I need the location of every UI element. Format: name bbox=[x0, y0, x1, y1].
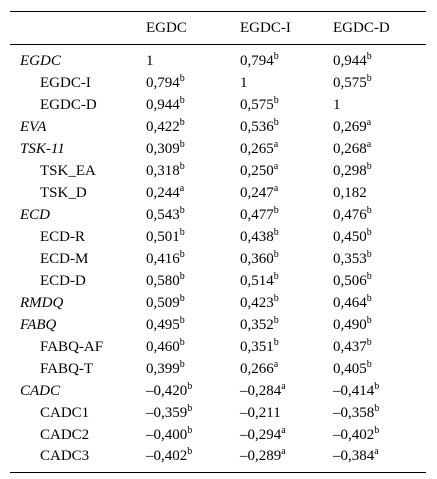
table-cell bbox=[240, 314, 333, 336]
cell-value: 0,266 bbox=[240, 360, 274, 377]
table-cell bbox=[333, 380, 426, 402]
significance-marker: b bbox=[273, 248, 279, 260]
row-label: EGDC-D bbox=[40, 96, 97, 113]
header-cell-egdc: EGDC bbox=[146, 19, 187, 36]
header-row bbox=[10, 12, 426, 45]
significance-marker: b bbox=[187, 402, 193, 414]
cell-value: –0,211 bbox=[240, 404, 281, 421]
table-row bbox=[10, 446, 426, 473]
significance-marker: b bbox=[374, 424, 380, 436]
table-cell bbox=[146, 314, 240, 336]
significance-marker: b bbox=[179, 336, 185, 348]
row-label: EVA bbox=[20, 118, 47, 135]
table-row bbox=[10, 314, 426, 336]
table-cell bbox=[240, 446, 333, 473]
significance-marker: b bbox=[366, 314, 372, 326]
correlation-table-container bbox=[10, 11, 426, 473]
cell-value: 0,501 bbox=[146, 228, 180, 245]
row-label: TSK_D bbox=[40, 184, 87, 201]
cell-value: –0,420 bbox=[146, 382, 188, 399]
cell-value: –0,414 bbox=[333, 382, 375, 399]
table-cell bbox=[240, 138, 333, 160]
cell-value: 0,580 bbox=[146, 272, 180, 289]
table-cell bbox=[146, 226, 240, 248]
cell-value: 0,490 bbox=[333, 316, 367, 333]
table-cell bbox=[146, 424, 240, 446]
cell-value: 0,438 bbox=[240, 228, 274, 245]
table-cell bbox=[240, 424, 333, 446]
table-row bbox=[10, 248, 426, 270]
table-cell bbox=[333, 138, 426, 160]
cell-value: 0,476 bbox=[333, 206, 367, 223]
header-cell-egdc-d: EGDC-D bbox=[333, 19, 390, 36]
significance-marker: a bbox=[281, 446, 286, 457]
table-cell bbox=[333, 358, 426, 380]
table-cell bbox=[333, 424, 426, 446]
table-cell bbox=[146, 182, 240, 204]
cell-value: 0,298 bbox=[333, 162, 367, 179]
cell-value: –0,402 bbox=[333, 426, 375, 443]
significance-marker: a bbox=[374, 446, 379, 457]
significance-marker: b bbox=[273, 270, 279, 282]
significance-marker: a bbox=[273, 358, 279, 370]
significance-marker: b bbox=[366, 204, 372, 216]
cell-value: 0,794 bbox=[146, 74, 180, 91]
significance-marker: b bbox=[187, 424, 193, 436]
cell-value: 0,450 bbox=[333, 228, 367, 245]
table-cell bbox=[146, 270, 240, 292]
table-cell bbox=[240, 226, 333, 248]
table-cell bbox=[333, 72, 426, 94]
table-cell bbox=[146, 402, 240, 424]
row-label: EGDC-I bbox=[40, 74, 91, 91]
row-label: ECD-M bbox=[40, 250, 89, 267]
significance-marker: a bbox=[281, 380, 286, 392]
table-cell bbox=[333, 402, 426, 424]
significance-marker: a bbox=[273, 138, 279, 150]
row-label: CADC bbox=[20, 382, 61, 399]
significance-marker: b bbox=[273, 336, 279, 348]
cell-value: 0,944 bbox=[146, 96, 180, 113]
significance-marker: b bbox=[366, 358, 372, 370]
table-body bbox=[10, 45, 426, 473]
significance-marker: b bbox=[179, 358, 185, 370]
table-cell bbox=[240, 116, 333, 138]
table-cell bbox=[146, 292, 240, 314]
significance-marker: b bbox=[273, 94, 279, 106]
cell-value: –0,294 bbox=[240, 426, 282, 443]
table-cell bbox=[240, 380, 333, 402]
table-cell bbox=[333, 182, 426, 204]
significance-marker: b bbox=[273, 226, 279, 238]
table-cell bbox=[240, 94, 333, 116]
cell-value: 0,495 bbox=[146, 316, 180, 333]
cell-value: 0,575 bbox=[333, 74, 367, 91]
table-row bbox=[10, 424, 426, 446]
table-cell bbox=[240, 358, 333, 380]
significance-marker: b bbox=[179, 138, 185, 150]
table-row bbox=[10, 292, 426, 314]
significance-marker: b bbox=[273, 51, 279, 62]
significance-marker: b bbox=[273, 116, 279, 128]
table-cell bbox=[333, 270, 426, 292]
significance-marker: b bbox=[179, 292, 185, 304]
cell-value: 0,182 bbox=[333, 184, 367, 201]
table-cell bbox=[240, 270, 333, 292]
table-cell bbox=[240, 248, 333, 270]
row-label: FABQ-T bbox=[40, 360, 94, 377]
significance-marker: a bbox=[281, 424, 286, 436]
row-label: ECD bbox=[20, 206, 50, 223]
table-cell bbox=[240, 160, 333, 182]
table-cell bbox=[333, 116, 426, 138]
cell-value: 0,351 bbox=[240, 338, 274, 355]
significance-marker: b bbox=[366, 51, 372, 62]
header-cell-egdc-i: EGDC-I bbox=[240, 19, 291, 36]
significance-marker: a bbox=[366, 138, 372, 150]
table-row bbox=[10, 380, 426, 402]
significance-marker: a bbox=[179, 182, 185, 194]
significance-marker: b bbox=[273, 204, 279, 216]
table-cell bbox=[240, 204, 333, 226]
cell-value: 0,543 bbox=[146, 206, 180, 223]
table-row bbox=[10, 204, 426, 226]
table-cell bbox=[333, 446, 426, 473]
significance-marker: b bbox=[366, 160, 372, 172]
table-row bbox=[10, 358, 426, 380]
table-row bbox=[10, 336, 426, 358]
cell-value: 0,353 bbox=[333, 250, 367, 267]
table-cell bbox=[333, 248, 426, 270]
significance-marker: b bbox=[179, 160, 185, 172]
significance-marker: b bbox=[179, 72, 185, 84]
table-cell bbox=[146, 380, 240, 402]
significance-marker: b bbox=[187, 446, 193, 457]
significance-marker: b bbox=[273, 292, 279, 304]
table-cell bbox=[333, 336, 426, 358]
row-label: CADC3 bbox=[40, 448, 90, 464]
table-cell bbox=[146, 248, 240, 270]
cell-value: 0,460 bbox=[146, 338, 180, 355]
significance-marker: b bbox=[366, 248, 372, 260]
table-cell bbox=[146, 204, 240, 226]
cell-value: 0,506 bbox=[333, 272, 367, 289]
cell-value: 0,269 bbox=[333, 118, 367, 135]
row-label: CADC1 bbox=[40, 404, 90, 421]
table-cell bbox=[333, 314, 426, 336]
table-cell bbox=[146, 138, 240, 160]
table-cell bbox=[240, 45, 333, 73]
header-cell-empty bbox=[10, 12, 146, 45]
row-label: FABQ bbox=[20, 316, 57, 333]
row-label: ECD-R bbox=[40, 228, 85, 245]
cell-value: 1 bbox=[240, 74, 248, 91]
table-cell bbox=[146, 116, 240, 138]
table-row bbox=[10, 72, 426, 94]
table-cell bbox=[240, 72, 333, 94]
significance-marker: b bbox=[179, 226, 185, 238]
table-row bbox=[10, 138, 426, 160]
cell-value: 0,944 bbox=[333, 53, 367, 69]
table-cell bbox=[333, 160, 426, 182]
cell-value: 0,464 bbox=[333, 294, 367, 311]
row-label: ECD-D bbox=[40, 272, 86, 289]
table-header bbox=[10, 12, 426, 45]
cell-value: 0,399 bbox=[146, 360, 180, 377]
significance-marker: b bbox=[374, 402, 380, 414]
significance-marker: b bbox=[366, 336, 372, 348]
significance-marker: b bbox=[366, 72, 372, 84]
significance-marker: b bbox=[366, 226, 372, 238]
cell-value: 0,416 bbox=[146, 250, 180, 267]
cell-value: 0,265 bbox=[240, 140, 274, 157]
cell-value: 0,514 bbox=[240, 272, 274, 289]
cell-value: 0,244 bbox=[146, 184, 180, 201]
significance-marker: b bbox=[179, 116, 185, 128]
cell-value: –0,289 bbox=[240, 448, 282, 464]
table-row bbox=[10, 182, 426, 204]
cell-value: 0,536 bbox=[240, 118, 274, 135]
cell-value: 1 bbox=[146, 53, 154, 69]
significance-marker: b bbox=[366, 270, 372, 282]
table-row bbox=[10, 402, 426, 424]
cell-value: –0,400 bbox=[146, 426, 188, 443]
row-label: EGDC bbox=[20, 53, 61, 69]
cell-value: 0,250 bbox=[240, 162, 274, 179]
table-cell bbox=[146, 336, 240, 358]
row-label: TSK_EA bbox=[40, 162, 96, 179]
significance-marker: b bbox=[366, 292, 372, 304]
cell-value: –0,284 bbox=[240, 382, 282, 399]
correlation-table bbox=[10, 11, 426, 473]
cell-value: 0,309 bbox=[146, 140, 180, 157]
row-label: RMDQ bbox=[20, 294, 64, 311]
table-cell bbox=[240, 402, 333, 424]
table-cell bbox=[146, 72, 240, 94]
table-row bbox=[10, 94, 426, 116]
significance-marker: b bbox=[374, 380, 380, 392]
cell-value: 0,405 bbox=[333, 360, 367, 377]
table-cell bbox=[146, 94, 240, 116]
cell-value: –0,358 bbox=[333, 404, 375, 421]
significance-marker: b bbox=[187, 380, 193, 392]
cell-value: 0,423 bbox=[240, 294, 274, 311]
significance-marker: b bbox=[179, 314, 185, 326]
table-cell bbox=[333, 94, 426, 116]
significance-marker: b bbox=[273, 314, 279, 326]
table-row bbox=[10, 160, 426, 182]
cell-value: –0,402 bbox=[146, 448, 188, 464]
significance-marker: b bbox=[179, 270, 185, 282]
row-label: FABQ-AF bbox=[40, 338, 104, 355]
table-cell bbox=[333, 292, 426, 314]
significance-marker: b bbox=[179, 204, 185, 216]
table-cell bbox=[333, 45, 426, 73]
cell-value: –0,359 bbox=[146, 404, 188, 421]
table-cell bbox=[240, 292, 333, 314]
table-cell bbox=[146, 160, 240, 182]
cell-value: 0,437 bbox=[333, 338, 367, 355]
table-row bbox=[10, 226, 426, 248]
significance-marker: a bbox=[273, 160, 279, 172]
table-cell bbox=[146, 45, 240, 73]
table-cell bbox=[146, 358, 240, 380]
row-label: TSK-11 bbox=[20, 140, 65, 157]
cell-value: 0,477 bbox=[240, 206, 274, 223]
significance-marker: a bbox=[366, 116, 372, 128]
cell-value: 0,575 bbox=[240, 96, 274, 113]
table-row bbox=[10, 45, 426, 73]
table-cell bbox=[240, 336, 333, 358]
significance-marker: b bbox=[179, 94, 185, 106]
cell-value: 0,509 bbox=[146, 294, 180, 311]
cell-value: 0,247 bbox=[240, 184, 274, 201]
cell-value: 0,360 bbox=[240, 250, 274, 267]
row-label: CADC2 bbox=[40, 426, 90, 443]
cell-value: 0,352 bbox=[240, 316, 274, 333]
cell-value: 0,318 bbox=[146, 162, 180, 179]
table-row bbox=[10, 270, 426, 292]
cell-value: 1 bbox=[333, 96, 341, 113]
table-cell bbox=[333, 226, 426, 248]
table-cell bbox=[146, 446, 240, 473]
cell-value: –0,384 bbox=[333, 448, 375, 464]
table-cell bbox=[240, 182, 333, 204]
significance-marker: a bbox=[273, 182, 279, 194]
significance-marker: b bbox=[179, 248, 185, 260]
cell-value: 0,794 bbox=[240, 53, 274, 69]
table-cell bbox=[333, 204, 426, 226]
cell-value: 0,268 bbox=[333, 140, 367, 157]
cell-value: 0,422 bbox=[146, 118, 180, 135]
table-row bbox=[10, 116, 426, 138]
